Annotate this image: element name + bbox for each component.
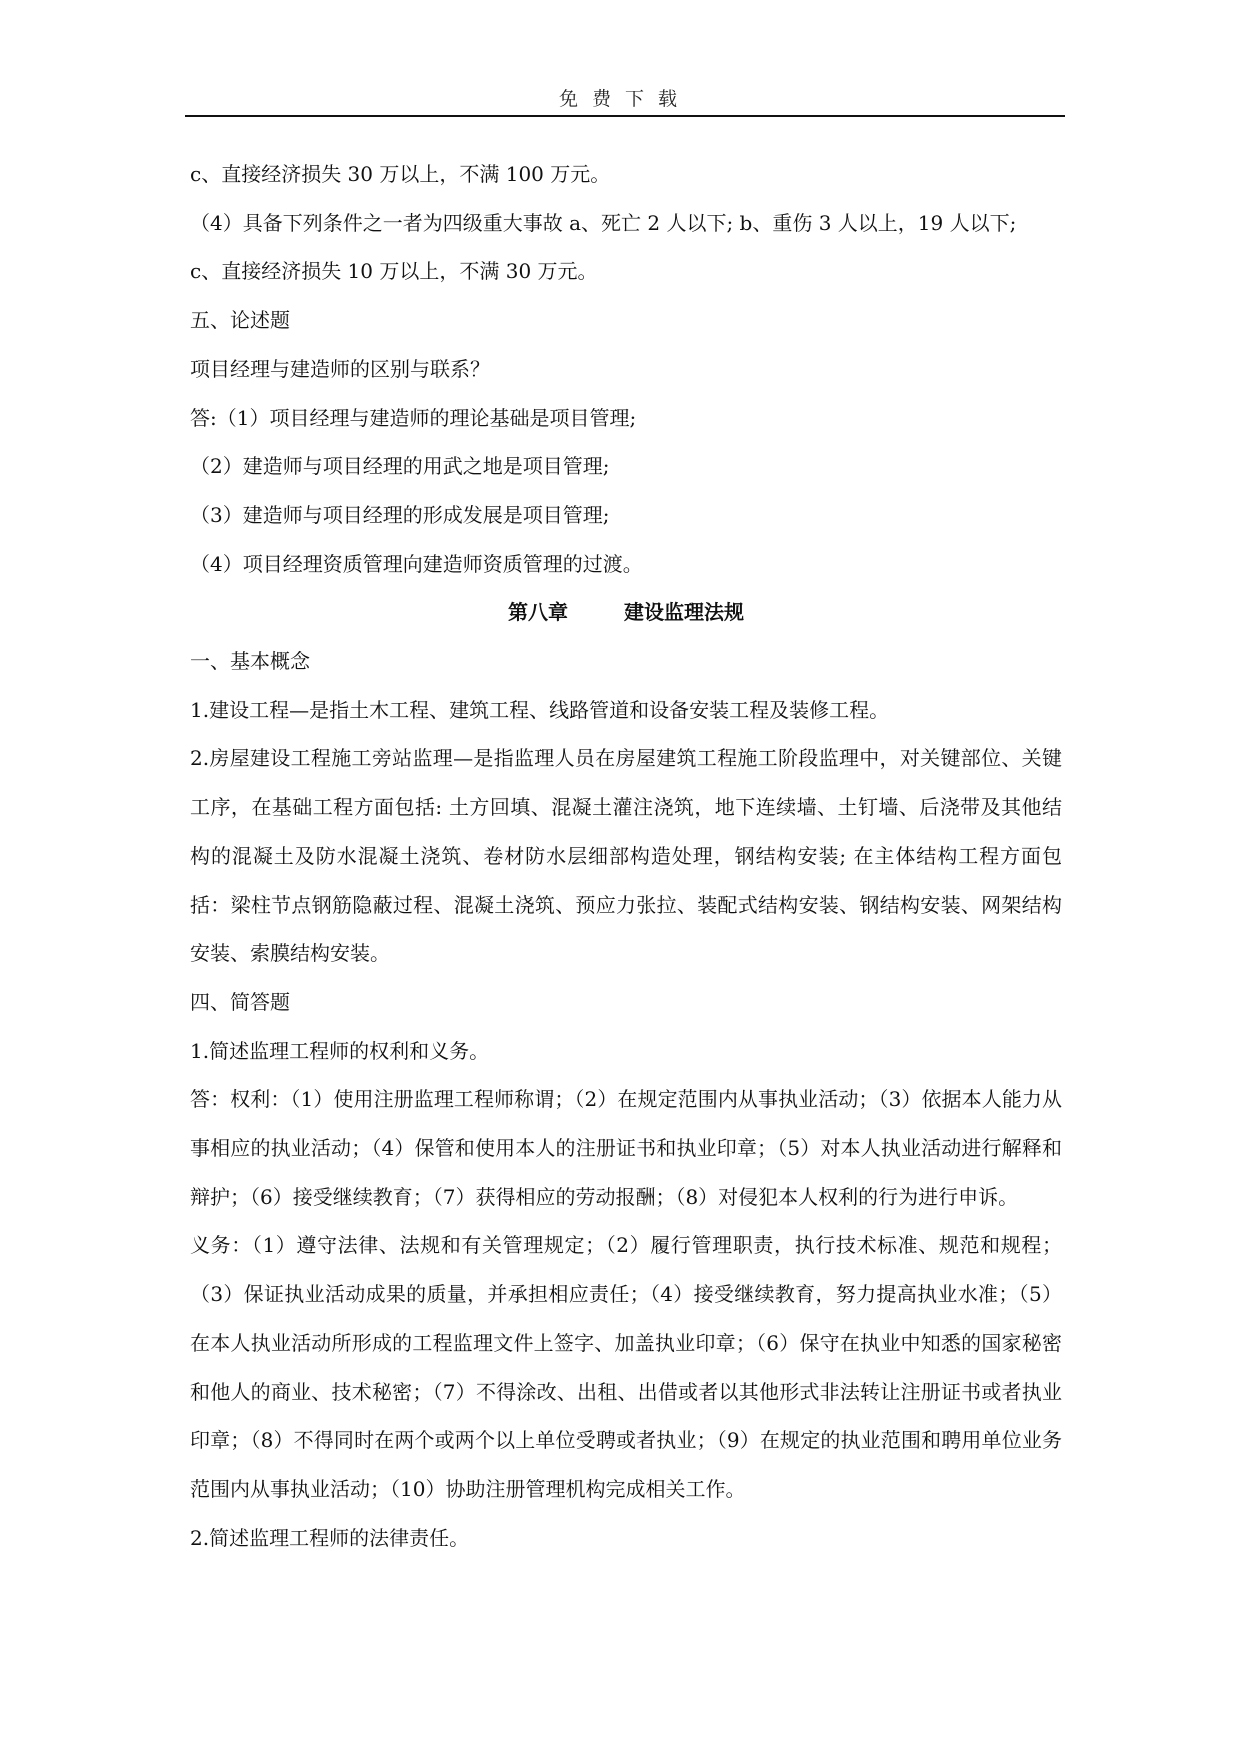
header-divider [185,115,1065,117]
section-heading: 四、简答题 [190,989,290,1014]
page-header: 免费下载 [558,88,691,110]
paragraph: 1.建设工程—是指土木工程、建筑工程、线路管道和设备安装工程及装修工程。 [190,697,890,722]
chapter-heading [190,588,1062,637]
paragraph: 答:（1）项目经理与建造师的理论基础是项目管理; [190,405,637,430]
paragraph: （2）建造师与项目经理的用武之地是项目管理; [190,454,610,479]
chapter-title: 建设监理法规 [624,600,744,625]
document-body [190,150,1062,1562]
section-heading: 一、基本概念 [190,649,310,674]
paragraph: （4）项目经理资质管理向建造师资质管理的过渡。 [190,551,643,576]
paragraph: 义务：（1）遵守法律、法规和有关管理规定；（2）履行管理职责，执行技术标准、规范和规程；（3）保证执业活动成果的质量，并承担相应责任；（4）接受继续教育，努力提高执业水准；（5）在本人执业活动所形成的工程监理文件上签字、加盖执业印章；（6）保守在执业中知悉的国家秘密和他人的商业、技术秘密；（7）不得涂改、出租、出借或者以其他形式非法转让注册证书或者执业印章；（8）不得同时在两个或两个以上单位受聘或者执业；（9）在规定的执业范围和聘用单位业务范围内从事执业活动；（10）协助注册管理机构完成相关工作。 [190,1233,1062,1501]
chapter-number: 第八章 [508,600,568,625]
paragraph: （3）建造师与项目经理的形成发展是项目管理; [190,502,610,527]
paragraph: （4）具备下列条件之一者为四级重大事故 a、死亡 2 人以下; b、重伤 3 人以上，19 人以下; [190,210,1017,235]
paragraph: 2.房屋建设工程施工旁站监理—是指监理人员在房屋建筑工程施工阶段监理中，对关键部位、关键工序，在基础工程方面包括: 土方回填、混凝土灌注浇筑，地下连续墙、土钉墙、后浇带及其他结构的混凝土及防水混凝土浇筑、卷材防水层细部构造处理，钢结构安装; 在主体结构工程方面包括：梁柱节点钢筋隐蔽过程、混凝土浇筑、预应力张拉、装配式结构安装、钢结构安装、网架结构安装、索膜结构安装。 [190,746,1062,966]
question: 项目经理与建造师的区别与联系？ [190,356,490,381]
section-heading: 五、论述题 [190,308,290,333]
paragraph: 答：权利：（1）使用注册监理工程师称谓；（2）在规定范围内从事执业活动；（3）依据本人能力从事相应的执业活动；（4）保管和使用本人的注册证书和执业印章；（5）对本人执业活动进行解释和辩护；（6）接受继续教育；（7）获得相应的劳动报酬；（8）对侵犯本人权利的行为进行申诉。 [190,1087,1062,1209]
paragraph: c、直接经济损失 30 万以上，不满 100 万元。 [190,162,611,186]
question: 1.简述监理工程师的权利和义务。 [190,1038,490,1063]
question: 2.简述监理工程师的法律责任。 [190,1525,470,1550]
paragraph: c、直接经济损失 10 万以上，不满 30 万元。 [190,259,598,284]
